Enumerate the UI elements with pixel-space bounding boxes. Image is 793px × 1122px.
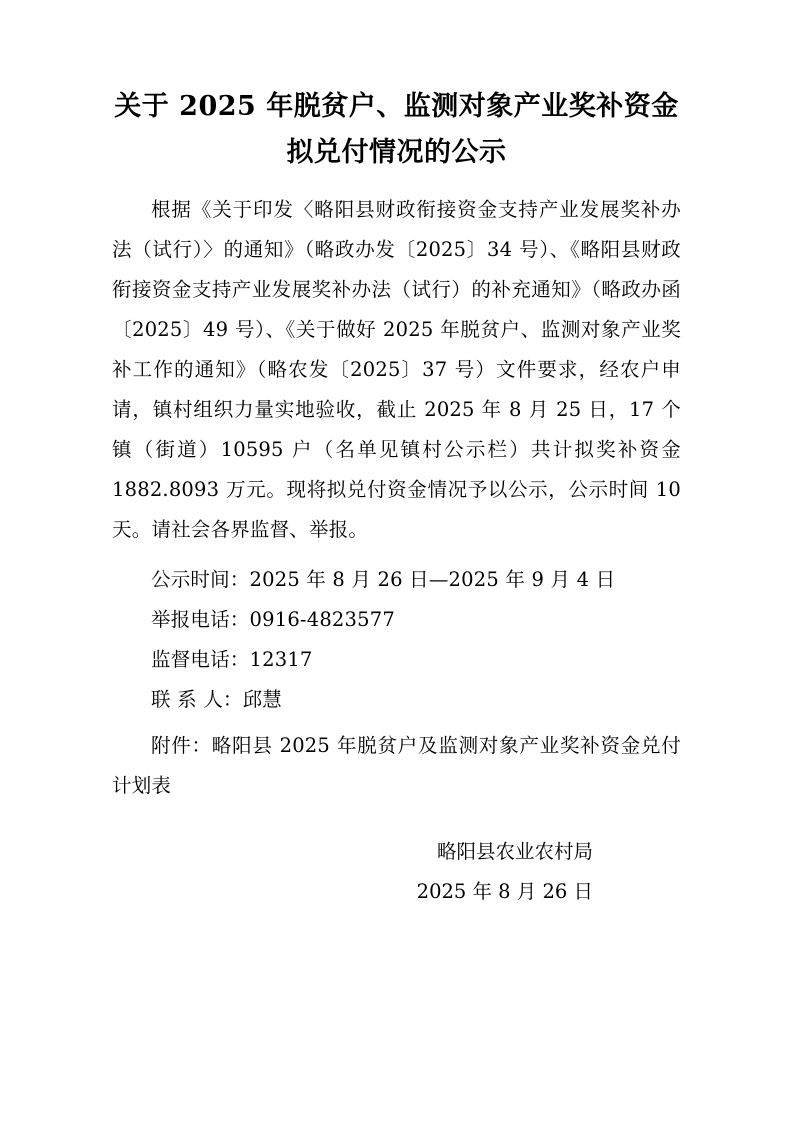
info-line-contact-person: 联 系 人：邱慧 xyxy=(151,688,282,711)
attachment-paragraph: 附件：略阳县 2025 年脱贫户及监测对象产业奖补资金兑付计划表 xyxy=(112,734,681,797)
page-title: 关于 2025 年脱贫户、监测对象产业奖补资金拟兑付情况的公示 xyxy=(114,91,679,168)
signature-date: 2025 年 8 月 26 日 xyxy=(416,880,593,903)
document-body xyxy=(112,190,681,806)
info-line-publicity-period: 公示时间：2025 年 8 月 26 日—2025 年 9 月 4 日 xyxy=(151,568,616,591)
signature-organization: 略阳县农业农村局 xyxy=(436,840,593,863)
info-line-report-phone: 举报电话：0916-4823577 xyxy=(151,608,395,631)
signature-block xyxy=(112,832,681,912)
main-paragraph: 根据《关于印发〈略阳县财政衔接资金支持产业发展奖补办法（试行）〉的通知》（略政办发〔2025〕34 号）、《略阳县财政衔接资金支持产业发展奖补办法（试行）的补充通知》（略政办函〔2025〕49 号）、《关于做好 2025 年脱贫户、监测对象产业奖补工作的通知》（略农发〔2025〕37 号）文件要求，经农户申请，镇村组织力量实地验收，截止 2025 年 8 月 25 日，17 个镇（街道）10595 户（名单见镇村公示栏）共计拟奖补资金 1882.8093 万元。现将拟兑付资金情况予以公示，公示时间 10 天。请社会各界监督、举报。 xyxy=(112,198,681,541)
info-line-supervision-phone: 监督电话：12317 xyxy=(151,648,313,671)
